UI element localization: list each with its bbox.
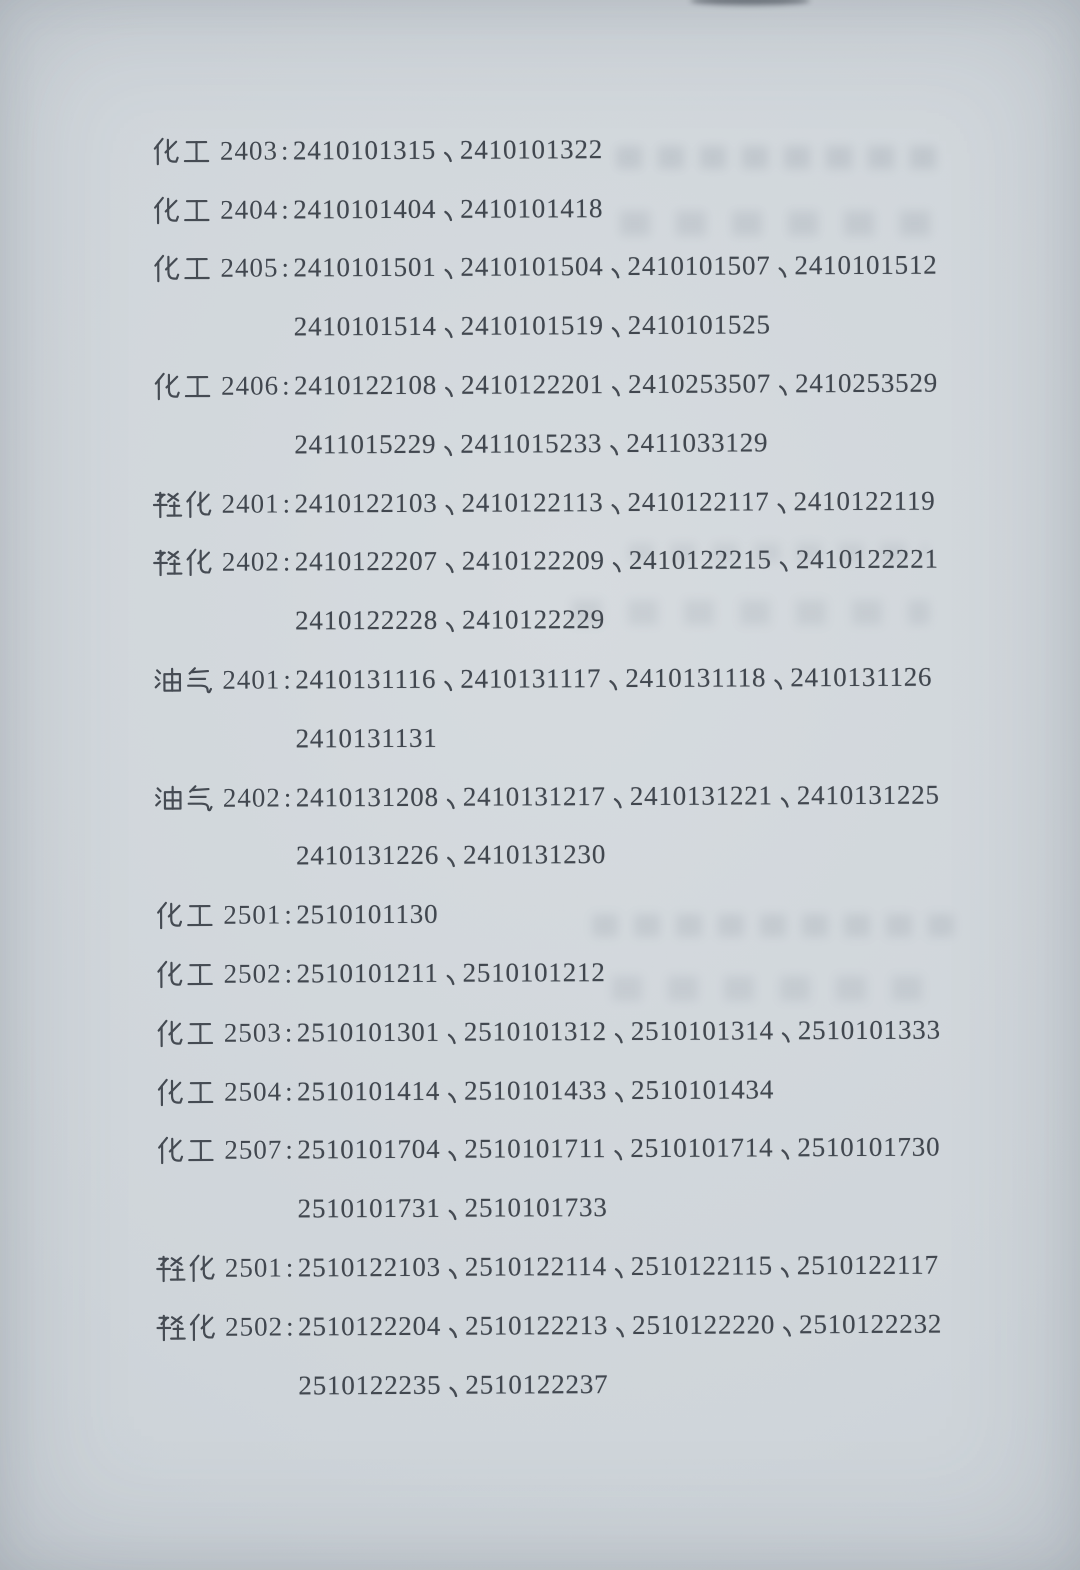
student-id-list xyxy=(294,487,935,517)
label-colon: : xyxy=(284,899,292,930)
ideographic-comma xyxy=(614,1317,627,1344)
ideographic-comma xyxy=(447,1259,460,1286)
ideographic-comma xyxy=(610,376,623,403)
hanzi-glyph xyxy=(154,959,185,990)
hanzi-glyph xyxy=(181,136,212,167)
class-label-spacer xyxy=(153,856,296,857)
student-id: 2510101130 xyxy=(296,899,439,930)
student-id: 2510122232 xyxy=(799,1308,943,1340)
ideographic-comma xyxy=(445,965,458,992)
hanzi-glyph xyxy=(150,253,181,284)
class-label xyxy=(150,253,293,285)
class-label xyxy=(150,194,293,226)
student-id: 2510101730 xyxy=(797,1132,941,1163)
entry-line xyxy=(0,236,1080,300)
student-id-list xyxy=(297,1073,775,1107)
student-id: 2410131126 xyxy=(790,661,933,693)
student-id-list xyxy=(297,959,606,987)
class-number: 2402 xyxy=(222,782,281,813)
label-colon: : xyxy=(282,488,291,519)
ideographic-comma xyxy=(612,788,625,815)
student-id: 2510101414 xyxy=(297,1075,441,1107)
hanzi-glyph xyxy=(155,1253,186,1284)
ideographic-comma xyxy=(613,1023,626,1050)
student-id: 2510101733 xyxy=(464,1192,608,1223)
ideographic-comma xyxy=(780,1022,793,1049)
student-id: 2410131208 xyxy=(295,781,439,813)
label-colon: : xyxy=(280,135,289,166)
ideographic-comma xyxy=(446,1141,459,1168)
entry-line xyxy=(1,471,1080,535)
label-colon: : xyxy=(286,1311,294,1342)
student-id: 2510101434 xyxy=(631,1073,775,1105)
ideographic-comma xyxy=(611,552,624,579)
student-id: 2410122117 xyxy=(627,486,770,517)
class-label xyxy=(151,370,294,402)
hanzi-glyph xyxy=(153,783,184,814)
ideographic-comma xyxy=(444,612,457,639)
hanzi-glyph xyxy=(181,194,212,225)
class-number: 2404 xyxy=(220,194,279,225)
entry-line xyxy=(2,706,1080,770)
student-id-list xyxy=(293,252,937,282)
class-number: 2501 xyxy=(224,1252,283,1283)
ideographic-comma xyxy=(779,787,792,814)
entry-line xyxy=(4,1000,1080,1064)
class-label xyxy=(152,547,295,579)
class-number: 2405 xyxy=(220,252,279,284)
class-label-spacer xyxy=(155,1386,298,1387)
student-id-list xyxy=(298,1194,608,1222)
entry-line xyxy=(3,824,1080,888)
entry-line xyxy=(2,647,1080,711)
class-number: 2503 xyxy=(223,1017,282,1048)
student-id: 2410131225 xyxy=(796,779,940,810)
student-id: 2410122108 xyxy=(293,369,438,401)
class-number: 2504 xyxy=(224,1076,283,1107)
hanzi-glyph xyxy=(150,136,181,167)
ideographic-comma xyxy=(445,788,458,815)
ideographic-comma xyxy=(610,494,623,521)
label-colon: : xyxy=(284,958,293,989)
student-id-list xyxy=(297,1249,939,1283)
student-id: 2410101525 xyxy=(627,309,771,341)
student-id: 2410101514 xyxy=(293,311,437,342)
student-id: 2510101212 xyxy=(462,957,606,988)
student-id-list xyxy=(298,1310,942,1340)
student-id: 2410101404 xyxy=(293,193,437,225)
student-id: 2410131118 xyxy=(625,662,767,694)
ideographic-comma xyxy=(444,494,457,521)
class-label-spacer xyxy=(152,621,295,622)
student-id-list xyxy=(295,722,438,754)
label-colon: : xyxy=(282,546,291,577)
student-id: 2510101211 xyxy=(296,957,439,989)
ideographic-comma xyxy=(443,377,456,404)
hanzi-glyph xyxy=(154,1135,185,1166)
student-id-list xyxy=(293,192,604,225)
student-id: 2411015229 xyxy=(294,428,437,460)
student-id: 2410122228 xyxy=(294,605,439,636)
student-id-list xyxy=(292,133,604,166)
student-id: 2411033129 xyxy=(626,427,769,458)
hanzi-glyph xyxy=(186,1253,217,1284)
student-id: 2410122119 xyxy=(793,485,936,516)
hanzi-glyph xyxy=(184,782,215,813)
entry-line xyxy=(3,765,1080,829)
student-id: 2410122229 xyxy=(461,604,606,635)
student-id: 2510122213 xyxy=(465,1309,609,1341)
student-id-list xyxy=(295,661,933,695)
hanzi-glyph xyxy=(182,371,213,402)
ideographic-comma xyxy=(446,1024,459,1051)
student-id-list xyxy=(293,367,939,401)
hanzi-glyph xyxy=(151,371,182,402)
entry-line xyxy=(5,1353,1080,1417)
student-id: 2410101418 xyxy=(460,192,604,224)
student-id: 2410131230 xyxy=(463,839,607,871)
hanzi-glyph xyxy=(185,1076,216,1107)
label-colon: : xyxy=(285,1134,293,1165)
ideographic-comma xyxy=(442,200,455,227)
student-id: 2510122114 xyxy=(464,1251,607,1282)
student-id-list xyxy=(293,309,771,342)
ideographic-comma xyxy=(779,1140,792,1167)
class-label xyxy=(153,900,296,932)
ideographic-comma xyxy=(779,1257,792,1284)
ideographic-comma xyxy=(442,671,455,698)
student-id: 2410101512 xyxy=(794,250,938,281)
label-colon: : xyxy=(284,1017,293,1048)
ideographic-comma xyxy=(610,317,623,344)
hanzi-glyph xyxy=(183,665,214,696)
student-id: 2410122103 xyxy=(294,487,438,519)
hanzi-glyph xyxy=(152,665,183,696)
label-colon: : xyxy=(285,1252,294,1283)
hanzi-glyph xyxy=(151,489,182,520)
hanzi-glyph xyxy=(182,488,213,519)
student-id: 2410131217 xyxy=(462,780,606,812)
ideographic-comma xyxy=(777,375,790,402)
label-colon: : xyxy=(285,1076,293,1107)
student-id: 2410122113 xyxy=(461,486,604,518)
ideographic-comma xyxy=(772,669,785,696)
class-number: 2406 xyxy=(220,370,280,401)
hanzi-glyph xyxy=(184,900,215,931)
ideographic-comma xyxy=(442,142,455,169)
class-number: 2401 xyxy=(222,664,281,695)
ideographic-comma xyxy=(612,1140,625,1167)
class-number: 2507 xyxy=(224,1134,283,1166)
label-colon: : xyxy=(283,782,292,813)
ideographic-comma xyxy=(778,552,791,579)
class-label xyxy=(155,1311,298,1343)
entry-line xyxy=(3,882,1080,946)
student-id: 2410253507 xyxy=(627,368,772,400)
class-number: 2502 xyxy=(225,1311,284,1342)
student-id: 2510122103 xyxy=(297,1251,441,1283)
student-id: 2410122221 xyxy=(795,544,939,575)
ideographic-comma xyxy=(445,847,458,874)
entry-line xyxy=(4,1176,1080,1240)
class-label-spacer xyxy=(151,327,294,328)
class-label xyxy=(155,1252,298,1284)
ideographic-comma xyxy=(442,436,455,463)
student-id: 2410131226 xyxy=(296,840,440,871)
hanzi-glyph xyxy=(186,1312,217,1343)
hanzi-glyph xyxy=(154,1077,185,1108)
entry-line xyxy=(1,353,1080,417)
class-label xyxy=(154,1076,297,1108)
student-id-list xyxy=(296,781,940,811)
student-id: 2410101315 xyxy=(292,134,437,166)
hanzi-glyph xyxy=(154,1018,185,1049)
student-id: 2410131131 xyxy=(295,722,438,754)
hanzi-glyph xyxy=(155,1312,186,1343)
student-id: 2410122201 xyxy=(460,369,605,400)
label-colon: : xyxy=(283,664,291,695)
hanzi-glyph xyxy=(153,900,184,931)
student-id: 2510101312 xyxy=(463,1015,607,1047)
student-id-list xyxy=(297,1016,941,1046)
hanzi-glyph xyxy=(185,1135,216,1166)
ideographic-comma xyxy=(613,1258,626,1285)
ideographic-comma xyxy=(609,258,622,285)
student-id: 2410122215 xyxy=(628,544,772,576)
student-id: 2510101433 xyxy=(464,1074,608,1106)
class-label-spacer xyxy=(153,739,296,740)
student-id: 2410101519 xyxy=(460,310,604,341)
ideographic-comma xyxy=(613,1082,626,1109)
label-colon: : xyxy=(281,194,289,225)
student-id: 2510101704 xyxy=(297,1134,441,1165)
ideographic-comma xyxy=(444,553,457,580)
label-colon: : xyxy=(281,370,290,401)
hanzi-glyph xyxy=(185,959,216,990)
student-id: 2410101504 xyxy=(460,251,604,283)
ideographic-comma xyxy=(776,493,789,520)
ideographic-comma xyxy=(447,1376,460,1403)
student-id: 2510122235 xyxy=(298,1369,442,1401)
entry-line xyxy=(4,1118,1080,1182)
student-id-list xyxy=(296,901,438,929)
class-number: 2401 xyxy=(221,488,280,519)
ideographic-comma xyxy=(781,1316,794,1343)
student-id: 2410131116 xyxy=(295,663,437,695)
student-id: 2510122220 xyxy=(632,1309,776,1340)
student-id: 2510101711 xyxy=(464,1133,607,1165)
student-id-list xyxy=(296,839,607,871)
student-id-list xyxy=(297,1134,940,1164)
class-label xyxy=(154,1135,297,1167)
ideographic-comma xyxy=(446,1082,459,1109)
entry-line xyxy=(1,294,1080,358)
student-id: 2410131221 xyxy=(629,779,773,811)
entry-line xyxy=(0,118,1080,182)
hanzi-glyph xyxy=(150,195,181,226)
student-id: 2510101333 xyxy=(797,1014,941,1046)
class-label xyxy=(153,782,296,814)
entry-line xyxy=(2,530,1080,594)
entry-line xyxy=(3,941,1080,1005)
student-id-list xyxy=(298,1368,609,1401)
student-id: 2410101507 xyxy=(627,250,771,282)
ideographic-comma xyxy=(443,318,456,345)
ideographic-comma xyxy=(607,670,620,697)
student-id-list xyxy=(295,546,939,576)
entry-line xyxy=(5,1235,1080,1299)
class-label-spacer xyxy=(155,1209,298,1210)
student-id: 2510122117 xyxy=(796,1249,939,1281)
class-number: 2502 xyxy=(223,958,282,989)
ideographic-comma xyxy=(608,435,621,462)
student-id: 2410253529 xyxy=(794,367,939,399)
entry-list xyxy=(0,118,1080,1416)
class-label xyxy=(154,1017,297,1049)
class-number: 2403 xyxy=(219,135,279,166)
student-id: 2510122237 xyxy=(465,1368,609,1400)
entry-line xyxy=(4,1059,1080,1123)
student-id-list xyxy=(294,429,768,458)
hanzi-glyph xyxy=(181,253,212,284)
entry-line xyxy=(2,588,1080,652)
student-id: 2510101301 xyxy=(296,1016,440,1048)
hanzi-glyph xyxy=(152,547,183,578)
ideographic-comma xyxy=(442,259,455,286)
hanzi-glyph xyxy=(185,1018,216,1049)
student-id: 2410131117 xyxy=(460,663,602,694)
class-number: 2402 xyxy=(221,546,280,578)
student-id: 2510122115 xyxy=(630,1250,773,1281)
entry-line xyxy=(1,412,1080,476)
label-colon: : xyxy=(281,252,290,283)
class-label-spacer xyxy=(151,445,294,446)
class-label xyxy=(151,488,294,520)
class-label xyxy=(150,135,293,167)
hanzi-glyph xyxy=(183,547,214,578)
student-id: 2510101731 xyxy=(297,1193,441,1224)
student-id: 2411015233 xyxy=(460,427,603,459)
ideographic-comma xyxy=(776,258,789,285)
ideographic-comma xyxy=(447,1200,460,1227)
student-id: 2410101322 xyxy=(459,133,604,165)
student-id: 2410101501 xyxy=(293,252,437,283)
ideographic-comma xyxy=(447,1318,460,1345)
class-label xyxy=(152,664,295,696)
student-id: 2510122204 xyxy=(298,1310,442,1342)
student-id: 2510101314 xyxy=(630,1015,774,1046)
student-id: 2510101714 xyxy=(630,1132,774,1164)
class-number: 2501 xyxy=(223,899,282,930)
student-id: 2410122209 xyxy=(461,545,605,577)
student-id: 2410122207 xyxy=(294,546,438,577)
entry-line xyxy=(5,1294,1080,1358)
entry-line xyxy=(0,177,1080,241)
student-id-list xyxy=(295,606,605,634)
class-label xyxy=(154,958,297,990)
